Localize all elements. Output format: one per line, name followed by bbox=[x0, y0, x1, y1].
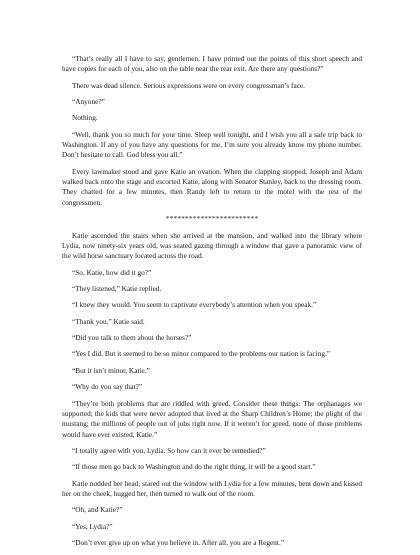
paragraph: There was dead silence. Serious expressions were on every congressman’s face. bbox=[72, 80, 306, 90]
book-page bbox=[62, 54, 362, 555]
paragraph: “Why do you say that?” bbox=[72, 382, 143, 392]
paragraph: Katie ascended the stairs when she arrived at the mansion, and walked into the library where Lydia, now ninety-six years old, was seated gazing through a window that gave a panoramic view of the wild horse sanctuary located across the road. bbox=[62, 230, 362, 261]
paragraph: “Yes, Lydia?” bbox=[72, 521, 113, 531]
paragraph: “Well, thank you so much for your time. Sleep well tonight, and I wish you all a safe trip back to Washington. If any of you have any questions for me, I’m sure you already know my phone number. Don’t hesitate to call. God bless you all.” bbox=[62, 129, 362, 160]
paragraph: “They listened,” Katie replied. bbox=[72, 283, 162, 293]
paragraph: “Oh, and Katie?” bbox=[72, 505, 123, 515]
paragraph: “They’re both problems that are riddled with greed. Consider these things: The orphanages we supported; the kids that were never adopted that lived at the Sharp Children’s Home; the plight of the mustang; the millions of people out of jobs right now. If it weren’t for greed, none of those problems would have ever existed, Katie.” bbox=[62, 398, 362, 439]
paragraph: “But it isn’t minor, Katie.” bbox=[72, 365, 150, 375]
paragraph: “I knew they would. You seem to captivate everybody’s attention when you speak.” bbox=[72, 300, 317, 310]
paragraph: “So, Katie, how did it go?” bbox=[72, 267, 152, 277]
paragraph: “Thank you,” Katie said. bbox=[72, 316, 145, 326]
paragraph: Nothing. bbox=[72, 113, 98, 123]
paragraph: “If those men go back to Washington and do the right thing, it will be a good start.” bbox=[72, 462, 316, 472]
paragraph: “Did you talk to them about the horses?” bbox=[72, 333, 192, 343]
paragraph: “That’s really all I have to say, gentlemen. I have printed out the points of this short speech and have copies for each of you, also on the table near the rear exit. Are there any questions?” bbox=[62, 54, 362, 74]
paragraph: Every lawmaker stood and gave Katie an ovation. When the clapping stopped, Joseph and Adam walked back onto the stage and escorted Katie, along with Senator Stanley, back to the dressing room. They chatted for a few minutes, then Randy left to return to the motel with the rest of the congressmen. bbox=[62, 166, 362, 207]
paragraph: “Anyone?” bbox=[72, 97, 105, 107]
paragraph: “Don’t ever give up on what you believe in. After all, you are a Regent.” bbox=[72, 538, 285, 548]
paragraph: “I totally agree with you, Lydia. So how can it ever be remedied?” bbox=[72, 445, 266, 455]
paragraph: “Yes I did. But it seemed to be so minor compared to the problems our nation is facing.” bbox=[72, 349, 331, 359]
paragraph: Katie nodded her head, stared out the window with Lydia for a few minutes, bent down and kissed her on the cheek, hugged her, then turned to walk out of the room. bbox=[62, 478, 362, 498]
scene-break: ************************ bbox=[165, 214, 259, 224]
